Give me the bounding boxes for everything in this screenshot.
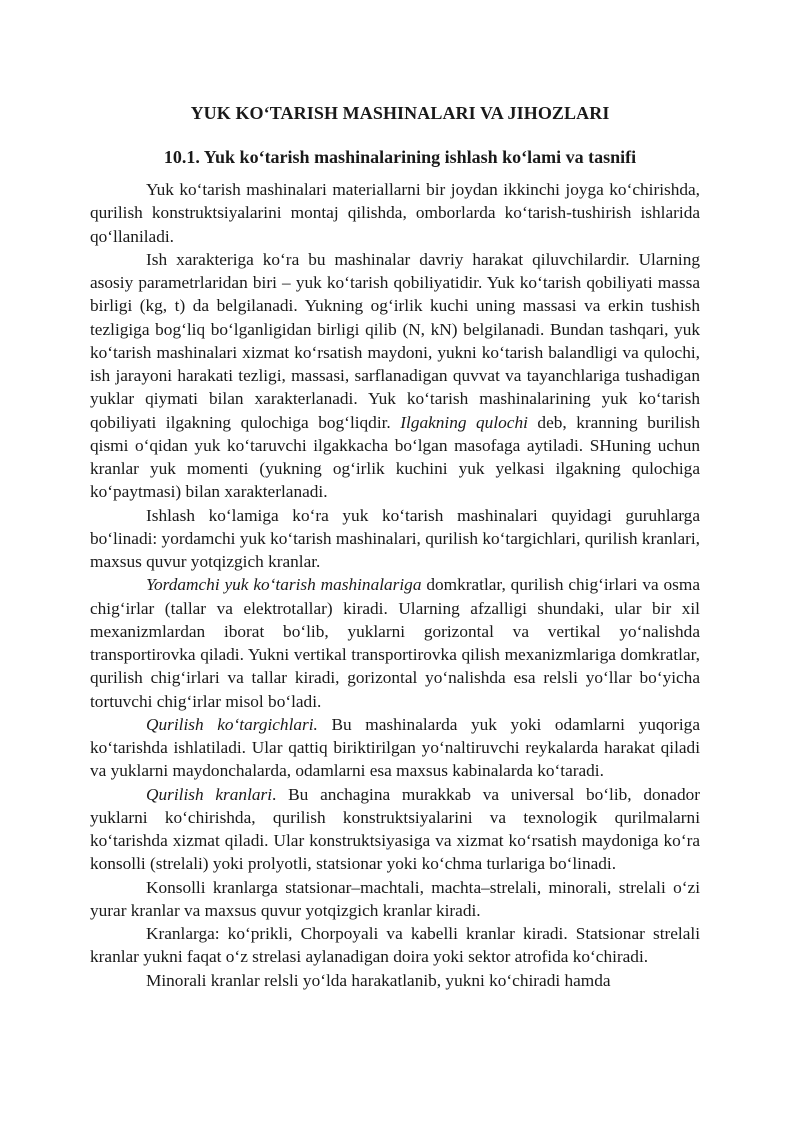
paragraph-5-text: Bu mashinalarda yuk yoki odamlarni yuqoriga ko‘tarishda ishlatiladi. Ular qattiq biriktirilgan yo‘naltiruvchi reykalarda harakat qiladi va yuklarni maydonchalarda, odamlarni esa maxsus kabinalarda ko‘taradi.: [90, 714, 700, 781]
body-text: [90, 178, 700, 992]
term-yordamchi: Yordamchi yuk ko‘tarish mashinalariga: [146, 575, 422, 595]
paragraph-2: [90, 248, 700, 504]
paragraph-3: Ishlash ko‘lamiga ko‘ra yuk ko‘tarish mashinalari quyidagi guruhlarga bo‘linadi: yordamchi yuk ko‘tarish mashinalari, qurilish ko‘targichlari, qurilish kranlari, maxsus quvur yotqizgich kranlar.: [90, 505, 700, 571]
paragraph-6-text: . Bu anchagina murakkab va universal bo‘lib, donador yuklarni ko‘chirishda, qurilish konstruktsiyalarini va texnologik qurilmalarni ko‘tarishda xizmat qiladi. Ular konstruktsiyasiga va xizmat ko‘rsatish maydoniga ko‘ra konsolli (strelali) yoki prolyotli, statsionar yoki ko‘chma turlariga bo‘linadi.: [90, 784, 700, 874]
term-ilgakning-qulochi: Ilgakning qulochi: [400, 412, 528, 432]
paragraph-2-text-b: deb, kranning burilish qismi o‘qidan yuk ko‘taruvchi ilgakkacha bo‘lgan masofaga aytiladi. SHuning uchun kranlar yuk momenti (yukning og‘irlik kuchini yuk yelkasi ilgakning qulochiga ko‘paytmasi) bilan xarakterlanadi.: [90, 412, 700, 502]
paragraph-2-text-a: Ish xarakteriga ko‘ra bu mashinalar davriy harakat qiluvchilardir. Ularning asosiy parametrlaridan biri – yuk ko‘tarish qobiliyatidir. Yuk ko‘tarish qobiliyati massa birligi (kg, t) da belgilanadi. Yukning og‘irlik kuchi uning massasi va erkin tushish tezligiga bog‘liq bo‘lganligidan birligi qilib (N, kN) belgilanadi. Bundan tashqari, yuk ko‘tarish mashinalari xizmat ko‘rsatish maydoni, yukni ko‘tarish balandligi va qulochi, ish jarayoni harakati tezligi, massasi, sarflanadigan quvvat va tayanchlariga tushadigan yuklar qiymati bilan xarakterlanadi. Yuk ko‘tarish mashinalarining yuk ko‘tarish qobiliyati ilgakning qulochiga bog‘liqdir.: [90, 249, 700, 432]
paragraph-4-text: domkratlar, qurilish chig‘irlari va osma chig‘irlar (tallar va elektrotallar) kiradi. Ularning afzalligi shundaki, ular bir xil mexanizmlardan iborat bo‘lib, yuklarni gorizontal va vertikal yo‘nalishda transportirovka qiladi. Yukni vertikal transportirovka qilish mexanizmlariga domkratlar, qurilish chig‘irlari va tallar kiradi, gorizontal yo‘nalishda esa relsli yo‘llar bo‘yicha tortuvchi chig‘irlar misol bo‘ladi.: [90, 575, 700, 711]
paragraph-5: [90, 713, 700, 783]
term-qurilish-kotargichlari: Qurilish ko‘targichlari.: [146, 714, 318, 734]
term-qurilish-kranlari: Qurilish kranlari: [146, 784, 273, 804]
document-title: YUK KO‘TARISH MASHINALARI VA JIHOZLARI: [190, 103, 610, 123]
paragraph-1: Yuk ko‘tarish mashinalari materiallarni bir joydan ikkinchi joyga ko‘chirishda, qurilish konstruktsiyalarini montaj qilishda, omborlarda ko‘tarish-tushirish ishlarida qo‘llaniladi.: [90, 180, 700, 246]
paragraph-9: Minorali kranlar relsli yo‘lda harakatlanib, yukni ko‘chiradi hamda: [146, 970, 611, 990]
paragraph-8: Kranlarga: ko‘prikli, Chorpoyali va kabelli kranlar kiradi. Statsionar strelali kranlar yukni faqat o‘z strelasi aylanadigan doira yoki sektor atrofida ko‘chiradi.: [90, 924, 700, 967]
paragraph-7: Konsolli kranlarga statsionar–machtali, machta–strelali, minorali, strelali o‘zi yurar kranlar va maxsus quvur yotqizgich kranlar kiradi.: [90, 877, 700, 920]
section-heading: 10.1. Yuk ko‘tarish mashinalarining ishlash ko‘lami va tasnifi: [163, 147, 637, 167]
paragraph-4: [90, 573, 700, 713]
paragraph-6: [90, 783, 700, 876]
